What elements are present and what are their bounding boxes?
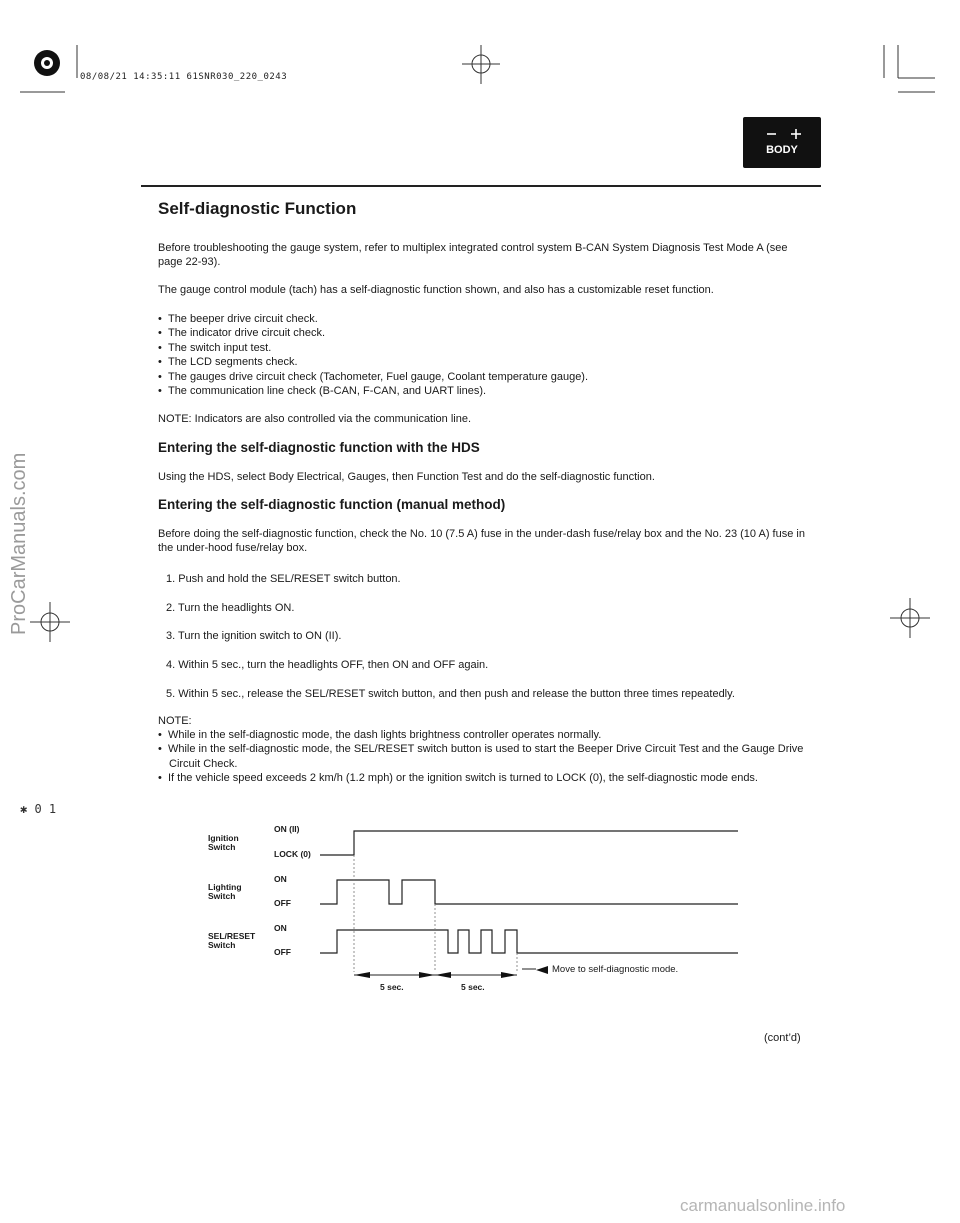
sel-off-label: OFF <box>274 947 291 957</box>
list-item: • The LCD segments check. <box>158 355 808 369</box>
intro-paragraph-2: The gauge control module (tach) has a self-diagnostic function shown, and also has a customizable reset function. <box>158 284 714 296</box>
header-rule <box>141 185 821 187</box>
lighting-label-line1: Lighting <box>208 882 242 892</box>
ignition-on-label: ON (II) <box>274 824 300 834</box>
sel-label-line1: SEL/RESET <box>208 931 256 941</box>
continued-label: (cont’d) <box>764 1032 801 1044</box>
interval-label-1: 5 sec. <box>380 982 404 992</box>
lighting-on-label: ON <box>274 874 287 884</box>
note-list <box>158 728 808 786</box>
list-item: 4. Within 5 sec., turn the headlights OFF, then ON and OFF again. <box>166 659 489 672</box>
side-watermark: ProCarManuals.com <box>8 452 30 635</box>
ignition-label-line2: Switch <box>208 842 236 852</box>
page-mark: ✱ 0 1 <box>20 802 57 816</box>
ignition-off-label: LOCK (0) <box>274 849 311 859</box>
note-label: NOTE: <box>158 715 192 727</box>
sel-on-label: ON <box>274 923 287 933</box>
list-item: • While in the self-diagnostic mode, the dash lights brightness controller operates normally. <box>158 728 808 742</box>
list-item: • The indicator drive circuit check. <box>158 326 808 340</box>
lighting-off-label: OFF <box>274 898 291 908</box>
list-item: • The beeper drive circuit check. <box>158 312 808 326</box>
checks-list <box>158 312 808 398</box>
page-title: Self-diagnostic Function <box>158 199 357 218</box>
battery-icon <box>743 117 821 147</box>
sel-label-line2: Switch <box>208 940 236 950</box>
result-label: Move to self-diagnostic mode. <box>552 964 679 975</box>
badge-label: BODY <box>766 144 798 156</box>
list-item: • The switch input test. <box>158 341 808 355</box>
list-item: • While in the self-diagnostic mode, the SEL/RESET switch button is used to start the Beeper Drive Circuit Test and the Gauge Drive Circuit Check. <box>158 742 808 771</box>
note-indicators: NOTE: Indicators are also controlled via the communication line. <box>158 413 472 425</box>
list-item: • The gauges drive circuit check (Tachometer, Fuel gauge, Coolant temperature gauge). <box>158 370 808 384</box>
hds-heading: Entering the self-diagnostic function with the HDS <box>158 440 480 455</box>
list-item: 5. Within 5 sec., release the SEL/RESET switch button, and then push and release the button three times repeatedly. <box>166 687 735 700</box>
lighting-label-line2: Switch <box>208 891 236 901</box>
footer-watermark: carmanualsonline.info <box>680 1196 846 1215</box>
body-section-badge <box>743 117 821 168</box>
list-item: 2. Turn the headlights ON. <box>166 601 295 614</box>
list-item: • If the vehicle speed exceeds 2 km/h (1.2 mph) or the ignition switch is turned to LOCK (0), the self-diagnostic mode ends. <box>158 771 808 785</box>
list-item: • The communication line check (B-CAN, F-CAN, and UART lines). <box>158 384 808 398</box>
intro-paragraph-1: Before troubleshooting the gauge system, refer to multiplex integrated control system B-CAN System Diagnosis Test Mode A (see page 22-93). <box>158 242 788 269</box>
list-item: 3. Turn the ignition switch to ON (II). <box>166 630 342 643</box>
list-item: 1. Push and hold the SEL/RESET switch button. <box>166 573 401 585</box>
print-stamp: 08/08/21 14:35:11 61SNR030_220_0243 <box>80 72 288 82</box>
ignition-label-line1: Ignition <box>208 833 239 843</box>
manual-text: Before doing the self-diagnostic function, check the No. 10 (7.5 A) fuse in the under-dash fuse/relay box and the No. 23 (10 A) fuse in the under-hood fuse/relay box. <box>158 528 805 555</box>
hds-text: Using the HDS, select Body Electrical, Gauges, then Function Test and do the self-diagnostic function. <box>158 471 655 483</box>
manual-heading: Entering the self-diagnostic function (manual method) <box>158 497 506 512</box>
manual-steps <box>166 572 806 715</box>
interval-label-2: 5 sec. <box>461 982 485 992</box>
